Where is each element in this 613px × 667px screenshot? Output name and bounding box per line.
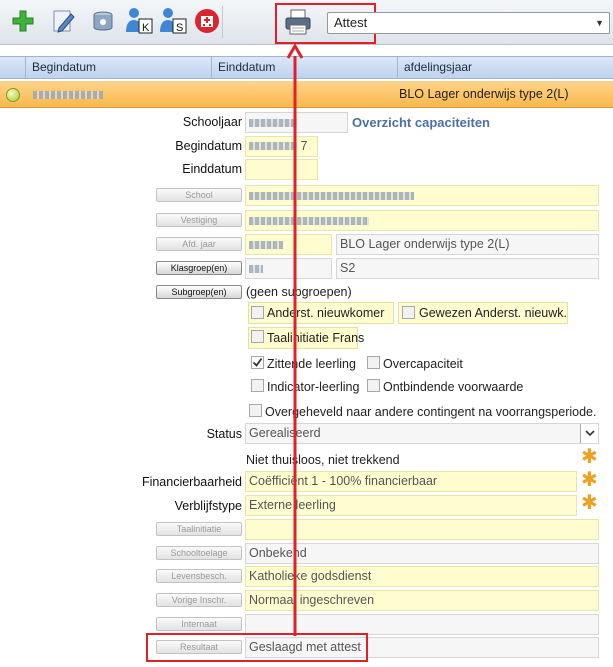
indicator-leerling-label: Indicator-leerling: [267, 380, 360, 394]
einddatum-label: Einddatum: [182, 162, 242, 176]
svg-text:S: S: [176, 22, 184, 34]
person-s-icon[interactable]: [158, 6, 188, 36]
overgeheveld-label: Overgeheveld naar andere contingent na voorrangsperiode.: [265, 405, 597, 419]
klasgroep-field[interactable]: S2: [336, 258, 599, 279]
overgeheveld-checkbox[interactable]: [249, 404, 262, 417]
taalinitiatie-frans-checkbox[interactable]: [251, 330, 264, 343]
financierbaarheid-label: Financierbaarheid: [141, 475, 242, 489]
hospital-icon[interactable]: [192, 6, 222, 36]
financierbaarheid-field[interactable]: Coëfficiënt 1 - 100% financierbaar: [245, 471, 577, 492]
levensbesch-field[interactable]: Katholieke godsdienst: [245, 566, 599, 587]
vestiging-button[interactable]: Vestiging: [156, 213, 242, 227]
toolbar-separator: [222, 6, 223, 38]
asterisk-icon[interactable]: ✱: [581, 469, 598, 491]
schooltoelage-button[interactable]: Schooltoelage: [156, 546, 242, 560]
printer-icon[interactable]: [283, 7, 313, 37]
status-dot-icon: [6, 88, 20, 102]
status-value: Gerealiseerd: [249, 426, 321, 440]
edit-icon[interactable]: [48, 6, 78, 36]
taalinitiatie-frans-label: Taalinitiatie Frans: [267, 331, 365, 345]
asterisk-icon[interactable]: ✱: [581, 446, 598, 468]
save-icon[interactable]: [88, 6, 118, 36]
chevron-down-icon[interactable]: [580, 424, 598, 443]
column-header-einddatum[interactable]: Einddatum: [211, 57, 397, 78]
table-row[interactable]: [0, 81, 613, 108]
internaat-button[interactable]: Internaat: [156, 617, 242, 631]
annotation-arrow-icon: [285, 44, 308, 636]
vorige-inschr-field[interactable]: Normaal ingeschreven: [245, 590, 599, 611]
afd-jaar-button[interactable]: Afd. jaar: [156, 237, 242, 251]
einddatum-field[interactable]: [245, 159, 318, 180]
anderst-nieuwkomer-label: Anderst. nieuwkomer: [267, 306, 385, 320]
column-header-afdelingsjaar[interactable]: afdelingsjaar: [397, 57, 613, 78]
subgroep-button[interactable]: Subgroep(en): [156, 285, 242, 299]
anderst-nieuwkomer-checkbox[interactable]: [251, 306, 264, 319]
overcapaciteit-checkbox[interactable]: [367, 356, 380, 369]
resultaat-field[interactable]: Geslaagd met attest: [245, 637, 599, 658]
gewezen-anderst-label: Gewezen Anderst. nieuwk.: [419, 306, 567, 320]
levensbesch-button[interactable]: Levensbesch.: [156, 569, 242, 583]
report-select-value: Attest: [334, 15, 368, 30]
grid-header-spacer: [0, 57, 25, 78]
afd-jaar-field[interactable]: BLO Lager onderwijs type 2(L): [336, 234, 599, 255]
person-k-icon[interactable]: [124, 6, 154, 36]
toolbar: [0, 0, 613, 45]
vorige-inschr-button[interactable]: Vorige Inschr.: [156, 593, 242, 607]
overzicht-capaciteiten-link[interactable]: Overzicht capaciteiten: [352, 115, 490, 130]
begindatum-label: Begindatum: [175, 139, 242, 153]
schooltoelage-field[interactable]: Onbekend: [245, 543, 599, 564]
redacted-text: [33, 91, 103, 99]
grid-header: [0, 56, 613, 79]
ontbindende-voorwaarde-checkbox[interactable]: [367, 379, 380, 392]
overcapaciteit-label: Overcapaciteit: [383, 357, 463, 371]
asterisk-icon[interactable]: ✱: [581, 492, 598, 514]
verblijfstype-label: Verblijfstype: [174, 499, 242, 513]
column-header-begindatum[interactable]: Begindatum: [25, 57, 211, 78]
gewezen-anderst-checkbox[interactable]: [402, 306, 415, 319]
highlight-box-resultaat: [146, 633, 368, 662]
chevron-down-icon: ▼: [595, 18, 604, 28]
svg-text:K: K: [142, 22, 150, 34]
taalinitiatie-button[interactable]: Taalinitiatie: [156, 522, 242, 536]
ontbindende-voorwaarde-label: Ontbindende voorwaarde: [383, 380, 524, 394]
zittende-leerling-label: Zittende leerling: [267, 357, 356, 371]
report-select[interactable]: [327, 12, 610, 34]
add-icon[interactable]: [8, 6, 38, 36]
row-afdelingsjaar: BLO Lager onderwijs type 2(L): [399, 87, 569, 101]
zittende-leerling-checkbox[interactable]: [251, 356, 264, 369]
school-button[interactable]: School: [156, 188, 242, 202]
begindatum-field[interactable]: [245, 136, 318, 157]
resultaat-button[interactable]: Resultaat: [156, 640, 242, 654]
indicator-leerling-checkbox[interactable]: [251, 379, 264, 392]
checkmark-icon: [252, 357, 263, 368]
klasgroep-button[interactable]: Klasgroep(en): [156, 261, 242, 275]
begindatum-tail: 7: [300, 139, 308, 153]
subgroep-value: (geen subgroepen): [246, 285, 352, 299]
status-label: Status: [206, 427, 242, 441]
verblijfstype-field[interactable]: Externe leerling: [245, 495, 577, 516]
schooljaar-label: Schooljaar: [182, 115, 242, 129]
thuisloos-text: Niet thuisloos, niet trekkend: [246, 453, 400, 467]
